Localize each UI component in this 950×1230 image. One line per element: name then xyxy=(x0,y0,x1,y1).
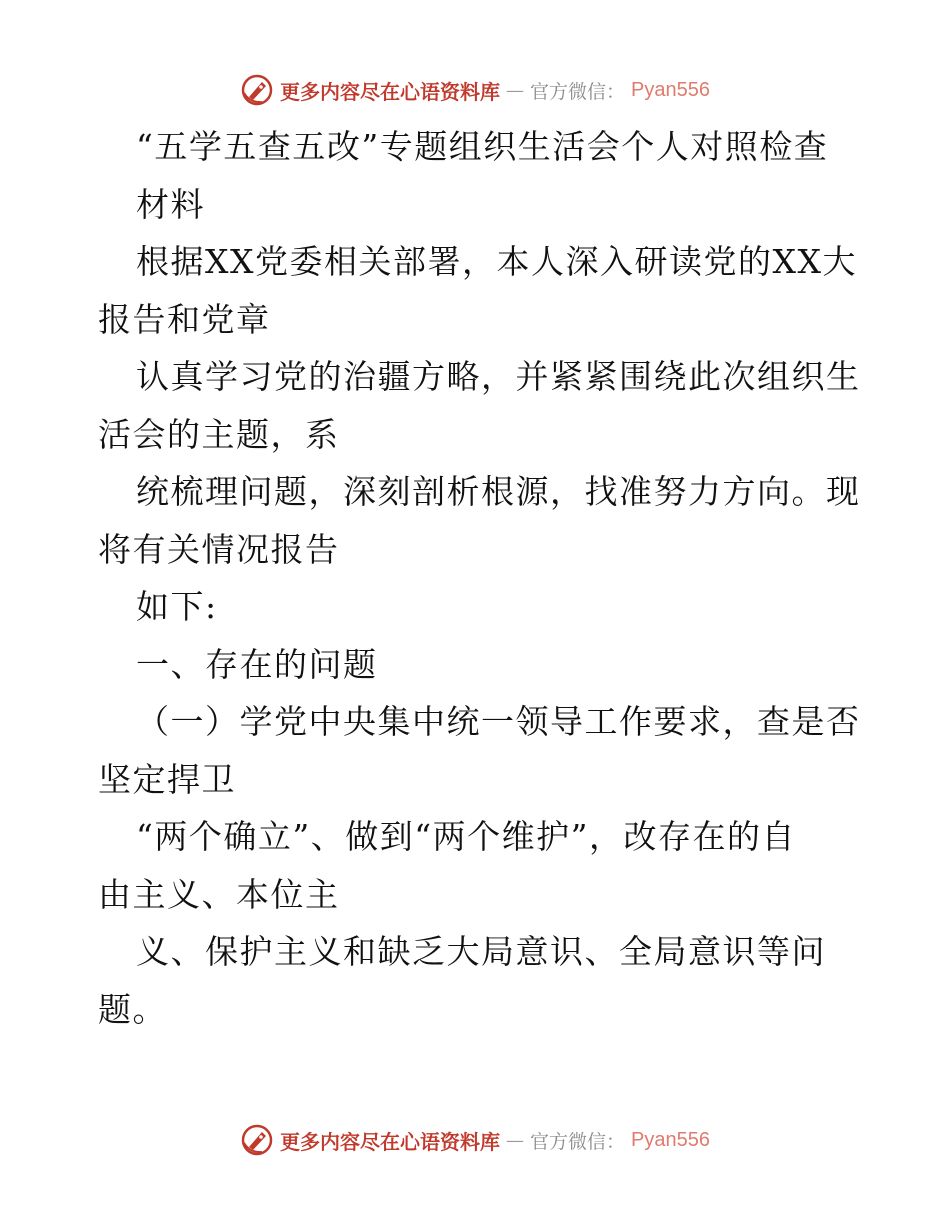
banner-wechat-id: Pyan556 xyxy=(631,1128,710,1151)
banner-dash: — xyxy=(506,1129,524,1151)
banner-main-text: 更多内容尽在心语资料库 xyxy=(280,1129,500,1154)
footer-watermark-banner xyxy=(0,1120,950,1160)
paragraph-line: 活会的主题，系 xyxy=(98,414,340,454)
document-title-line-2: 材料 xyxy=(136,184,205,224)
banner-wechat-id: Pyan556 xyxy=(631,78,710,101)
paragraph-line: 如下: xyxy=(136,587,218,626)
paragraph-line: 将有关情况报告 xyxy=(98,529,340,569)
paragraph-line: 题。 xyxy=(98,989,167,1029)
section-heading: 一、存在的问题 xyxy=(136,644,378,684)
document-body xyxy=(98,118,861,1038)
paragraph-line: 根据XX党委相关部署，本人深入研读党的XX大 xyxy=(136,242,857,281)
pen-nib-logo-icon xyxy=(240,73,274,107)
paragraph-line: 认真学习党的治疆方略，并紧紧围绕此次组织生 xyxy=(136,357,861,396)
banner-wechat-label: 官方微信： xyxy=(530,1130,626,1153)
banner-dash: — xyxy=(506,79,524,101)
subsection-heading-line: （一）学党中央集中统一领导工作要求，查是否 xyxy=(136,702,861,741)
pen-nib-logo-icon xyxy=(240,1123,274,1157)
document-title-line-1: “五学五查五改”专题组织生活会个人对照检查 xyxy=(136,127,829,166)
paragraph-line: “两个确立”、做到“两个维护”，改存在的自 xyxy=(136,817,796,856)
subsection-heading-line: 坚定捍卫 xyxy=(98,759,236,799)
banner-wechat-label: 官方微信： xyxy=(530,80,626,103)
banner-main-text: 更多内容尽在心语资料库 xyxy=(280,79,500,104)
paragraph-line: 报告和党章 xyxy=(98,299,271,339)
paragraph-line: 统梳理问题，深刻剖析根源，找准努力方向。现 xyxy=(136,472,861,511)
paragraph-line: 义、保护主义和缺乏大局意识、全局意识等问 xyxy=(136,932,826,971)
header-watermark-banner xyxy=(0,70,950,110)
paragraph-line: 由主义、本位主 xyxy=(98,874,340,914)
